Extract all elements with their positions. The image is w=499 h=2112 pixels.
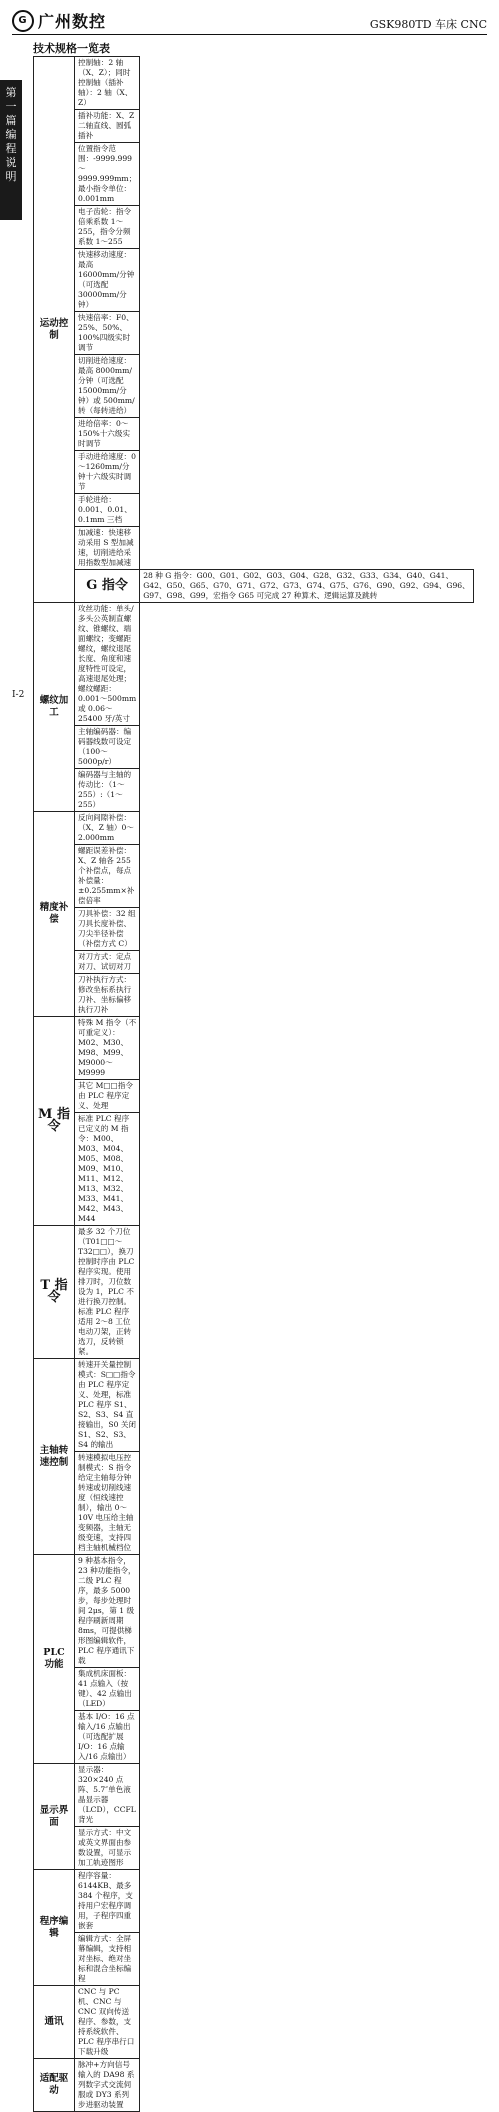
side-tab-char: 明 [5, 170, 17, 183]
spec-row [34, 1933, 474, 1986]
spec-text: 编辑方式：全屏幕编辑，支持相对坐标、绝对坐标和混合坐标编程 [75, 1933, 140, 1986]
spec-row [34, 1870, 474, 1933]
spec-row [34, 1017, 474, 1080]
spec-row [34, 1080, 474, 1113]
spec-row [34, 1359, 474, 1452]
spec-row [34, 206, 474, 249]
spec-text: 其它 M□□指令由 PLC 程序定义、处理 [75, 1080, 140, 1113]
spec-row [34, 1113, 474, 1226]
side-tab-char: 说 [5, 156, 17, 169]
spec-category: PLC 功能 [34, 1555, 75, 1764]
spec-row [34, 1986, 474, 2059]
spec-row [34, 603, 474, 726]
spec-category: 运动控制 [34, 57, 75, 603]
spec-text: 最多 32 个刀位（T01□□～T32□□），换刀控制时序由 PLC 程序实现。使用排刀时，刀位数设为 1，PLC 不进行换刀控制。标准 PLC 程序适用 2～8 工位电动刀架，正转选刀，反转锁紧。 [75, 1226, 140, 1359]
spec-row [34, 812, 474, 845]
spec-table [33, 56, 474, 2112]
spec-text: CNC 与 PC 机、CNC 与 CNC 双向传送程序、参数，支持系统软件、PLC 程序串行口下载升级 [75, 1986, 140, 2059]
spec-text: 位置指令范围：-9999.999～9999.999mm；最小指令单位：0.001mm [75, 143, 140, 206]
spec-row [34, 527, 474, 570]
spec-text: 加减速：快速移动采用 S 型加减速，切削进给采用指数型加减速 [75, 527, 140, 570]
spec-category: 程序编辑 [34, 1870, 75, 1986]
spec-row [34, 908, 474, 951]
spec-category: 适配驱动 [34, 2059, 75, 2112]
spec-text: 螺距误差补偿：X、Z 轴各 255 个补偿点，每点补偿量：±0.255mm×补偿倍率 [75, 845, 140, 908]
spec-row [34, 1668, 474, 1711]
spec-row [34, 451, 474, 494]
spec-row [34, 1827, 474, 1870]
page-title: 技术规格一览表 [33, 42, 110, 55]
spec-row [34, 312, 474, 355]
brand-name: 广州数控 [38, 12, 107, 31]
spec-category: 主轴转速控制 [34, 1359, 75, 1555]
spec-category: G 指令 [75, 570, 140, 603]
spec-row [34, 355, 474, 418]
spec-row [34, 1764, 474, 1827]
spec-row [34, 845, 474, 908]
spec-text: 标准 PLC 程序已定义的 M 指令：M00、M03、M04、M05、M08、M09、M10、M11、M12、M13、M32、M33、M41、M42、M43、M44 [75, 1113, 140, 1226]
spec-text: 程序容量：6144KB、最多 384 个程序，支持用户宏程序调用，子程序四重嵌套 [75, 1870, 140, 1933]
spec-category: M 指令 [34, 1017, 75, 1226]
spec-text: 编码器与主轴的传动比：（1～255）:（1～255） [75, 769, 140, 812]
spec-text: 转速模拟电压控制模式：S 指令给定主轴每分钟转速或切削线速度（恒线速控制），输出 0～10V 电压给主轴变频器，主轴无级变速，支持四档主轴机械档位 [75, 1452, 140, 1555]
spec-category: 螺纹加工 [34, 603, 75, 812]
spec-row [34, 418, 474, 451]
spec-row [34, 110, 474, 143]
side-tab-char: 篇 [5, 114, 17, 127]
page-header [12, 6, 487, 34]
spec-text: 快速移动速度：最高 16000mm/分钟（可选配 30000mm/分钟） [75, 249, 140, 312]
side-tab-char: 编 [5, 128, 17, 141]
gsk-logo-icon: G [12, 10, 34, 32]
spec-row [34, 974, 474, 1017]
side-tab-char: 第 [5, 86, 17, 99]
spec-row [34, 1226, 474, 1359]
spec-text: 显示方式：中文或英文界面由参数设置，可显示加工轨迹图形 [75, 1827, 140, 1870]
spec-category: 精度补偿 [34, 812, 75, 1017]
spec-row [34, 951, 474, 974]
spec-row [34, 2059, 474, 2112]
spec-text: 主轴编码器：编码器线数可设定（100～5000p/r） [75, 726, 140, 769]
spec-text: 转速开关量控制模式：S□□指令由 PLC 程序定义、处理，标准 PLC 程序 S1、S2、S3、S4 直接输出，S0 关闭 S1、S2、S3、S4 的输出 [75, 1359, 140, 1452]
spec-text: 手轮进给：0.001、0.01、0.1mm 三档 [75, 494, 140, 527]
spec-text: 28 种 G 指令：G00、G01、G02、G03、G04、G28、G32、G33、G34、G40、G41、G42、G50、G65、G70、G71、G72、G73、G74、G75、G76、G90、G92、G94、G96、G97、G98、G99，宏指令 G65 可完成 27 种算术、逻辑运算及跳转 [140, 570, 474, 603]
spec-category: 显示界面 [34, 1764, 75, 1870]
spec-text: 对刀方式：定点对刀、试切对刀 [75, 951, 140, 974]
spec-text: 反向间隙补偿：（X、Z 轴）0～2.000mm [75, 812, 140, 845]
spec-row [34, 769, 474, 812]
spec-text: 控制轴：2 轴（X、Z）；同时控制轴（插补轴）：2 轴（X、Z） [75, 57, 140, 110]
spec-row [34, 143, 474, 206]
spec-text: 显示器：320×240 点阵、5.7″单色液晶显示器（LCD），CCFL 背光 [75, 1764, 140, 1827]
spec-text: 进给倍率：0～150%十六级实时调节 [75, 418, 140, 451]
spec-row [34, 570, 474, 603]
spec-text: 电子齿轮：指令倍乘系数 1～255，指令分频系数 1～255 [75, 206, 140, 249]
spec-row [34, 494, 474, 527]
spec-row [34, 249, 474, 312]
page-number: I-2 [12, 690, 25, 700]
spec-text: 攻丝功能：单头/多头公英制直螺纹、锥螺纹、端面螺纹；变螺距螺纹，螺纹退尾长度、角度和速度特性可设定，高速退尾处理；螺纹螺距：0.001～500mm 或 0.06～25400 牙/英寸 [75, 603, 140, 726]
spec-row [34, 726, 474, 769]
spec-text: 插补功能：X、Z 二轴直线、圆弧插补 [75, 110, 140, 143]
model-title: GSK980TD 车床 CNC [369, 18, 487, 31]
spec-text: 9 种基本指令，23 种功能指令，二级 PLC 程序，最多 5000 步，每步处理时间 2μs，第 1 级程序刷新周期 8ms，可提供梯形图编辑软件，PLC 程序通讯下载 [75, 1555, 140, 1668]
spec-row [34, 1555, 474, 1668]
spec-text: 集成机床面板：41 点输入（按键）、42 点输出（LED） [75, 1668, 140, 1711]
brand-logo [12, 9, 106, 32]
side-tab-char: 程 [5, 142, 17, 155]
spec-text: 基本 I/O：16 点输入/16 点输出（可选配扩展 I/O：16 点输入/16 点输出） [75, 1711, 140, 1764]
spec-text: 切削进给速度：最高 8000mm/分钟（可选配 15000mm/分钟）或 500mm/转（每转进给） [75, 355, 140, 418]
spec-category: T 指令 [34, 1226, 75, 1359]
spec-category: 通讯 [34, 1986, 75, 2059]
spec-row [34, 57, 474, 110]
spec-text: 手动进给速度：0～1260mm/分钟十六级实时调节 [75, 451, 140, 494]
spec-text: 特殊 M 指令（不可重定义）：M02、M30、M98、M99、M9000～M9999 [75, 1017, 140, 1080]
chapter-side-tab [0, 80, 22, 220]
spec-text: 刀补执行方式：修改坐标系执行刀补、坐标偏移执行刀补 [75, 974, 140, 1017]
spec-text: 刀具补偿：32 组刀具长度补偿、刀尖半径补偿（补偿方式 C） [75, 908, 140, 951]
spec-text: 脉冲+方向信号输入的 DA98 系列数字式交流伺服或 DY3 系列步进驱动装置 [75, 2059, 140, 2112]
header-rule [12, 34, 487, 35]
spec-row [34, 1452, 474, 1555]
spec-text: 快速倍率：F0、25%、50%、100%四级实时调节 [75, 312, 140, 355]
side-tab-char: 一 [5, 100, 17, 113]
spec-row [34, 1711, 474, 1764]
